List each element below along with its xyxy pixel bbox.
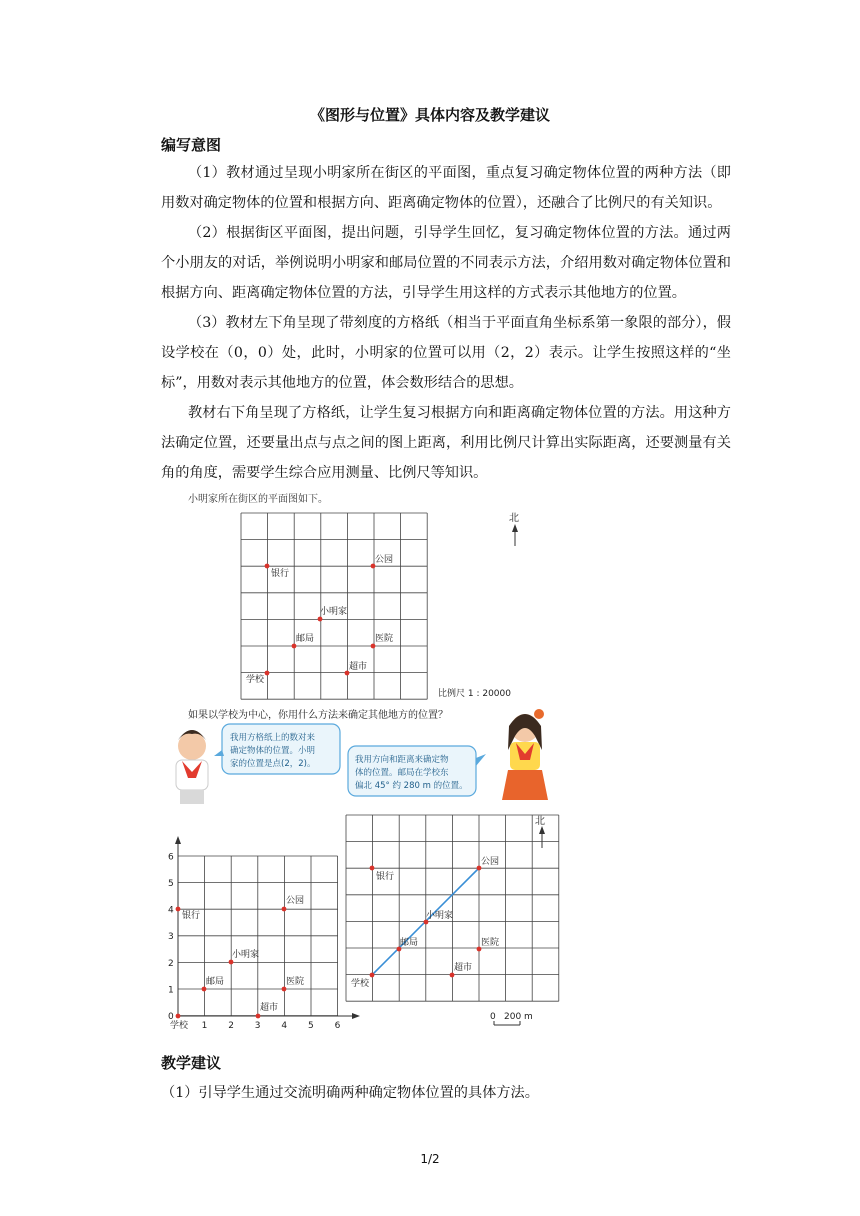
label-park: 公园	[286, 896, 305, 906]
scale-text: 比例尺 1 : 20000	[438, 689, 511, 699]
point-market	[450, 973, 455, 978]
point-school	[370, 973, 375, 978]
girl-illustration	[502, 709, 548, 800]
street-map	[241, 512, 519, 699]
direction-grid	[346, 815, 559, 1025]
point-hospital	[282, 987, 287, 992]
girl-bubble-line: 我用方向和距离来确定物	[355, 755, 449, 765]
label-home: 小明家	[232, 950, 260, 960]
label-park: 公园	[375, 555, 394, 565]
paragraph: （3）教材左下角呈现了带刻度的方格纸（相当于平面直角坐标系第一象限的部分），假设学校在（0，0）处，此时，小明家的位置可以用（2，2）表示。让学生按照这样的“坐标”，用数对表示其他地方的位置，体会数形结合的思想。	[161, 315, 731, 391]
boy-bubble-line: 我用方格纸上的数对来	[230, 733, 316, 743]
y-tick-label: 1	[168, 985, 174, 996]
girl-bubble-line: 偏北 45° 约 280 m 的位置。	[355, 781, 468, 791]
girl-bubble-line: 体的位置。邮局在学校东	[355, 768, 449, 778]
point-post	[202, 987, 207, 992]
label-school: 学校	[351, 979, 370, 989]
point-bank	[265, 564, 270, 569]
page-number: 1/2	[420, 1152, 440, 1166]
x-tick-label: 1	[201, 1021, 208, 1031]
page-title: 《图形与位置》具体内容及教学建议	[309, 106, 550, 124]
y-axis-arrow-icon	[175, 836, 181, 844]
point-hospital	[371, 644, 376, 649]
point-market	[256, 1014, 261, 1019]
textbook-figure	[168, 488, 730, 1031]
paragraph: （1）引导学生通过交流明确两种确定物体位置的具体方法。	[161, 1085, 539, 1101]
label-hospital: 医院	[481, 938, 500, 948]
label-bank: 银行	[182, 911, 201, 921]
label-school: 学校	[170, 1021, 189, 1031]
paragraph: 教材右下角呈现了方格纸，让学生复习根据方向和距离确定物体位置的方法。用这种方法确定位置，还要量出点与点之间的图上距离，利用比例尺计算出实际距离，还要测量有关角的角度，需要学生综合应用测量、比例尺等知识。	[161, 405, 731, 481]
label-post: 邮局	[400, 938, 419, 948]
x-tick-label: 5	[308, 1021, 314, 1031]
point-home	[318, 617, 323, 622]
section-heading-advice: 教学建议	[161, 1054, 222, 1072]
label-market: 超市	[454, 963, 473, 973]
x-tick-label: 6	[334, 1021, 341, 1031]
figure-caption: 小明家所在街区的平面图如下。	[188, 494, 328, 505]
paragraph: （2）根据街区平面图，提出问题，引导学生回忆，复习确定物体位置的方法。通过两个小朋友的对话，举例说明小明家和邮局位置的不同表示方法，介绍用数对确定物体位置和根据方向、距离确定物体位置的方法，引导学生用这样的方式表示其他地方的位置。	[161, 225, 731, 301]
x-tick-label: 2	[228, 1021, 234, 1031]
label-market: 超市	[349, 662, 368, 672]
label-bank: 银行	[376, 872, 395, 882]
label-market: 超市	[260, 1003, 279, 1013]
north-label: 北	[535, 816, 545, 827]
y-tick-label: 3	[168, 932, 174, 943]
section-heading-intent: 编写意图	[161, 136, 222, 154]
x-tick-label: 3	[254, 1021, 261, 1031]
point-home	[229, 960, 234, 965]
point-bank	[370, 866, 375, 871]
north-arrow-icon	[535, 815, 545, 848]
scale-bar	[490, 1012, 533, 1025]
label-hospital: 医院	[286, 977, 305, 987]
point-bank	[176, 907, 181, 912]
north-arrow-icon	[509, 512, 519, 546]
label-post: 邮局	[206, 977, 225, 987]
y-tick-label: 4	[168, 905, 174, 916]
label-post: 邮局	[296, 634, 315, 644]
x-axis-arrow-icon	[352, 1013, 360, 1019]
y-tick-label: 2	[168, 958, 174, 969]
girl-speech-bubble	[348, 746, 486, 796]
scale-bar-zero: 0	[490, 1012, 496, 1022]
label-school: 学校	[246, 675, 265, 685]
y-tick-label: 0	[168, 1012, 174, 1022]
label-hospital: 医院	[375, 634, 394, 644]
coordinate-grid	[168, 836, 360, 1031]
y-tick-label: 6	[168, 852, 174, 863]
label-home: 小明家	[320, 607, 348, 617]
point-school	[265, 671, 270, 676]
label-home: 小明家	[426, 911, 454, 921]
boy-bubble-line: 家的位置是点(2，2)。	[230, 759, 316, 769]
x-tick-label: 4	[281, 1021, 288, 1031]
boy-bubble-line: 确定物体的位置。小明	[230, 746, 316, 756]
paragraph: （1）教材通过呈现小明家所在街区的平面图，重点复习确定物体位置的两种方法（即用数对确定物体的位置和根据方向、距离确定物体的位置），还融合了比例尺的有关知识。	[161, 165, 731, 211]
scale-bar-length: 200 m	[504, 1012, 533, 1022]
boy-illustration	[176, 730, 208, 804]
point-post	[292, 644, 297, 649]
north-label: 北	[509, 513, 519, 524]
point-park	[282, 907, 287, 912]
label-park: 公园	[481, 857, 500, 867]
y-tick-label: 5	[168, 879, 174, 889]
label-bank: 银行	[271, 569, 290, 579]
question-text: 如果以学校为中心，你用什么方法来确定其他地方的位置？	[188, 710, 448, 721]
point-school	[176, 1014, 181, 1019]
boy-speech-bubble	[214, 724, 340, 774]
